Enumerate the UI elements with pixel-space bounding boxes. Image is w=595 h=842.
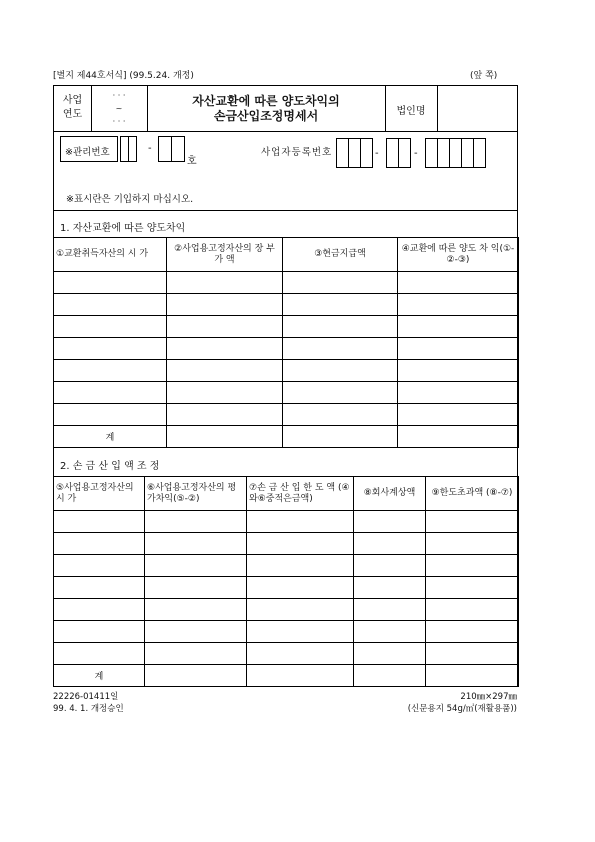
table-row: [54, 338, 519, 360]
section2-title: 2. 손 금 산 입 액 조 정: [60, 461, 160, 472]
table-row: [54, 599, 519, 621]
form-number: [별지 제44호서식] (99.5.24. 개정): [53, 71, 194, 81]
year-start-dots[interactable]: · · ·: [112, 91, 126, 100]
year-label-1: 사업: [62, 95, 83, 106]
table-row: [54, 360, 519, 382]
form-frame: [53, 85, 518, 687]
section1-table: [53, 237, 519, 448]
table-total-row: [54, 426, 519, 448]
table-row: [54, 294, 519, 316]
mgmt-dash: -: [148, 143, 152, 154]
s1-col1-header: ①교환취득자산의 시 가: [56, 249, 149, 259]
table-row: [54, 533, 519, 555]
page-side: (앞 쪽): [470, 71, 498, 81]
s2-col3-header: ⑦손 금 산 입 한 도 액 (④와⑥중적은금액): [249, 482, 350, 504]
year-end-dots[interactable]: · · ·: [112, 117, 126, 126]
form-code: 22226-01411일: [53, 692, 119, 702]
s2-col5-header: ⑨한도초과액 (⑧-⑦): [431, 488, 513, 498]
title-row: [54, 86, 517, 132]
bizno-digit-3[interactable]: [360, 138, 373, 168]
table-row: [54, 316, 519, 338]
table-row: [54, 382, 519, 404]
paper-size: 210㎜×297㎜: [460, 692, 517, 702]
table-row: [54, 621, 519, 643]
bizno-label: 사업자등록번호: [261, 147, 333, 158]
mgmt-number-label-box: [60, 136, 118, 162]
table-row: [54, 404, 519, 426]
table-row: [54, 272, 519, 294]
mgmt-number-label: ※관리번호: [65, 147, 110, 158]
s2-col1-header: ⑤사업용고정자산의 시 가: [56, 482, 134, 504]
s1-col4-header: ④교환에 따른 양도 차 익(①-②-③): [401, 243, 515, 265]
paper-spec: (신문용지 54g/㎡(재활용품)): [407, 704, 517, 714]
table-row: [54, 555, 519, 577]
bizno-dash-1: -: [375, 148, 379, 159]
table-total-row: [54, 665, 519, 687]
s2-col4-header: ⑧회사계상액: [363, 488, 416, 498]
year-tilde: ~: [115, 104, 123, 113]
table-row: [54, 511, 519, 533]
mgmt-digit-2[interactable]: [128, 136, 137, 162]
approval-date: 99. 4. 1. 개정승인: [53, 704, 124, 714]
instruction-note: ※표시란은 기입하지 마십시오.: [66, 194, 194, 205]
s1-total-label: 계: [54, 426, 167, 448]
section1-title: 1. 자산교환에 따른 양도차익: [60, 223, 186, 234]
mgmt-digit-4[interactable]: [171, 136, 185, 162]
s2-total-label: 계: [54, 665, 145, 687]
s1-col2-header: ②사업용고정자산의 장 부 가 액: [174, 243, 275, 265]
bizno-digit-5[interactable]: [398, 138, 411, 168]
mgmt-digit-3[interactable]: [158, 136, 172, 162]
table-row: [54, 577, 519, 599]
bizno-digit-10[interactable]: [473, 138, 486, 168]
s1-col3-header: ③현금지급액: [314, 249, 366, 259]
year-label-2: 연도: [62, 109, 83, 120]
section2-table: [53, 476, 519, 687]
form-title-line-1: 자산교환에 따른 양도차익의: [192, 94, 340, 108]
corp-name-label: 법인명: [396, 106, 426, 117]
form-title-line-2: 손금산입조정명세서: [213, 109, 319, 123]
bizno-dash-2: -: [414, 148, 418, 159]
table-row: [54, 643, 519, 665]
s2-col2-header: ⑥사업용고정자산의 평가차익(⑤-②): [147, 482, 237, 504]
mgmt-ho: 호: [187, 156, 197, 167]
corp-name-field[interactable]: [438, 86, 518, 131]
